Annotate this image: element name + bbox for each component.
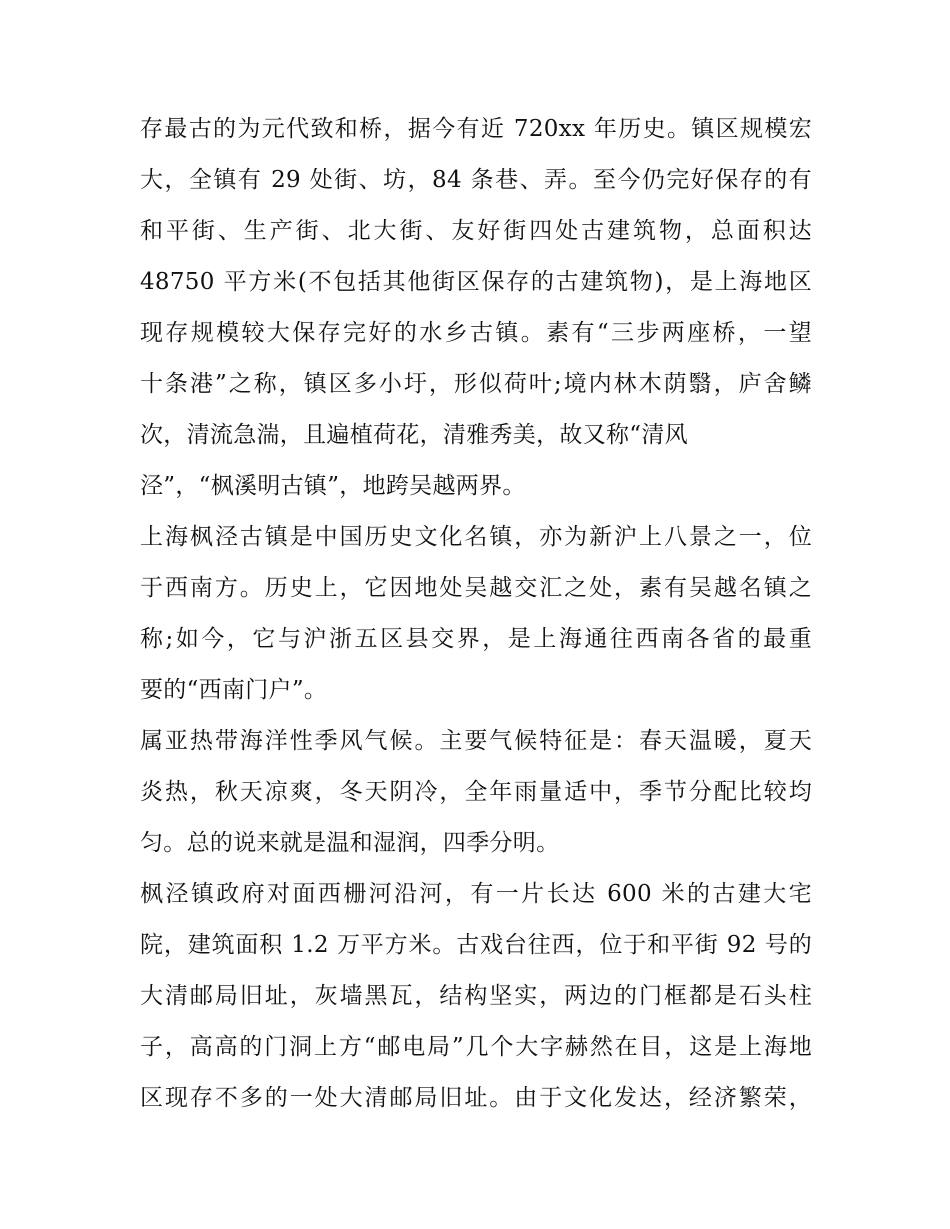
- paragraph-line: 上海枫泾古镇是中国历史文化名镇，亦为新沪上八景之一，位: [140, 524, 812, 550]
- paragraph-line: 次，清流急湍，且遍植荷花，清雅秀美，故又称“清风: [140, 422, 688, 448]
- paragraph-3: [140, 716, 812, 869]
- paragraph-line: 存最古的为元代致和桥，据今有近 720xx 年历史。镇区规模宏: [140, 116, 812, 142]
- paragraph-line: 和平街、生产街、北大街、友好街四处古建筑物，总面积达: [140, 218, 812, 244]
- paragraph-line: 十条港”之称，镇区多小圩，形似荷叶;境内林木荫翳，庐舍鳞: [140, 371, 812, 397]
- paragraph-line: 子，高高的门洞上方“邮电局”几个大字赫然在目，这是上海地: [140, 1034, 812, 1060]
- paragraph-line: 炎热，秋天凉爽，冬天阴冷，全年雨量适中，季节分配比较均: [140, 779, 812, 805]
- paragraph-line: 大清邮局旧址，灰墙黑瓦，结构坚实，两边的门框都是石头柱: [140, 983, 812, 1009]
- paragraph-line: 枫泾镇政府对面西栅河沿河，有一片长达 600 米的古建大宅: [140, 881, 812, 907]
- paragraph-line: 48750 平方米(不包括其他街区保存的古建筑物)，是上海地区: [140, 269, 812, 295]
- paragraph-line: 泾”，“枫溪明古镇”，地跨吴越两界。: [140, 473, 526, 499]
- paragraph-line: 属亚热带海洋性季风气候。主要气候特征是：春天温暖，夏天: [140, 728, 812, 754]
- paragraph-line: 大，全镇有 29 处街、坊，84 条巷、弄。至今仍完好保存的有: [140, 167, 812, 193]
- paragraph-line: 匀。总的说来就是温和湿润，四季分明。: [140, 830, 560, 856]
- paragraph-line: 称;如今，它与沪浙五区县交界，是上海通往西南各省的最重: [140, 626, 812, 652]
- paragraph-line: 院，建筑面积 1.2 万平方米。古戏台往西，位于和平街 92 号的: [140, 932, 812, 958]
- paragraph-line: 现存规模较大保存完好的水乡古镇。素有“三步两座桥，一望: [140, 320, 812, 346]
- paragraph-line: 区现存不多的一处大清邮局旧址。由于文化发达，经济繁荣，: [140, 1085, 812, 1111]
- paragraph-4: [140, 869, 812, 1124]
- paragraph-2: [140, 512, 812, 716]
- paragraph-line: 要的“西南门户”。: [140, 677, 328, 703]
- paragraph-line: 于西南方。历史上，它因地处吴越交汇之处，素有吴越名镇之: [140, 575, 812, 601]
- document-body: [140, 104, 812, 1124]
- paragraph-1: [140, 104, 812, 512]
